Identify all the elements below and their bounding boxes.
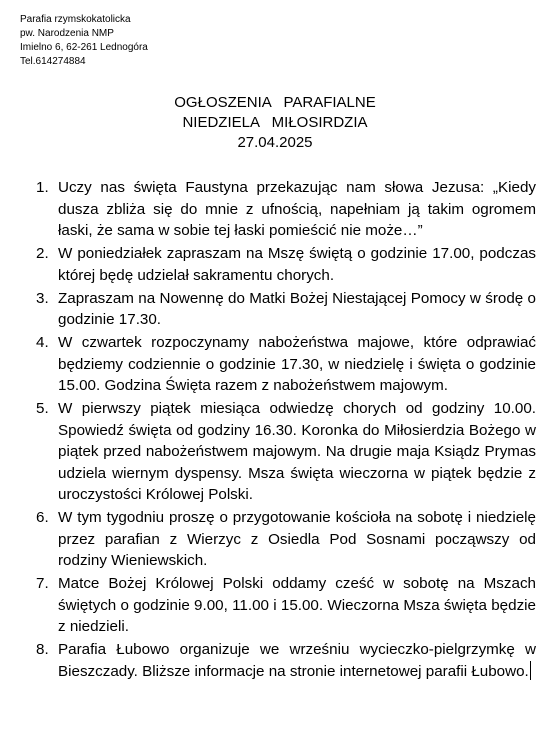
title-date: 27.04.2025 <box>237 134 313 151</box>
announcement-text: W poniedziałek zapraszam na Mszę świętą o godzinie 17.00, podczas której będę udzielał sakramentu chorych. <box>58 245 536 284</box>
announcement-number: 6. <box>36 509 49 526</box>
document-title <box>0 93 550 153</box>
announcement-item <box>36 288 536 331</box>
announcement-number: 4. <box>36 334 49 351</box>
announcement-number: 2. <box>36 245 49 262</box>
announcement-item <box>36 573 536 638</box>
announcement-number: 7. <box>36 575 49 592</box>
announcement-item <box>36 332 536 397</box>
announcement-item <box>36 177 536 242</box>
announcement-text: Zapraszam na Nowennę do Matki Bożej Niestającej Pomocy w środę o godzinie 17.30. <box>58 289 536 328</box>
announcement-number: 1. <box>36 179 49 196</box>
announcement-text: Matce Bożej Królowej Polski oddamy cześć w sobotę na Mszach świętych o godzinie 9.00, 11.00 i 15.00. Wieczorna Msza święta będzie z niedzieli. <box>58 575 536 635</box>
title-line-2: NIEDZIELA MIŁOSIRDZIA <box>182 114 368 131</box>
announcement-item <box>36 639 536 682</box>
parish-phone: Tel.614274884 <box>20 56 86 67</box>
announcement-item <box>36 243 536 286</box>
title-line-1: OGŁOSZENIA PARAFIALNE <box>174 94 376 111</box>
announcement-number: 3. <box>36 289 49 307</box>
parish-name: Parafia rzymskokatolicka <box>20 14 131 25</box>
parish-address: Imielno 6, 62-261 Lednogóra <box>20 42 148 53</box>
announcement-item <box>36 398 536 506</box>
announcement-number: 5. <box>36 400 49 417</box>
announcement-number: 8. <box>36 641 49 658</box>
text-cursor[interactable] <box>530 661 531 680</box>
announcement-item <box>36 507 536 572</box>
announcement-list <box>36 177 536 684</box>
announcement-text: Parafia Łubowo organizuje we wrześniu wycieczko-pielgrzymkę w Bieszczady. Bliższe informacje na stronie internetowej parafii Łubowo. <box>58 641 536 680</box>
announcement-text: W czwartek rozpoczynamy nabożeństwa majowe, które odprawiać będziemy codziennie o godzinie 17.30, w niedzielę i święta o godzinie 15.00. Godzina Święta razem z nabożeństwem majowym. <box>58 334 536 394</box>
parish-header <box>20 13 148 69</box>
announcement-text: Uczy nas święta Faustyna przekazując nam słowa Jezusa: „Kiedy dusza zbliża się do mnie z ufnością, napełniam ją takim ogromem łaski, że sama w sobie tej łaski pomieścić nie może…” <box>58 179 536 239</box>
parish-dedication: pw. Narodzenia NMP <box>20 28 114 39</box>
announcement-text: W pierwszy piątek miesiąca odwiedzę chorych od godziny 10.00. Spowiedź święta od godziny 16.30. Koronka do Miłosierdzia Bożego w piątek przed nabożeństwem majowym. Na drugie maja Ksiądz Prymas udziela wiernym dyspensy. Msza święta wieczorna w piątek będzie z uroczystości Królowej Polski. <box>58 400 536 503</box>
announcement-text: W tym tygodniu proszę o przygotowanie kościoła na sobotę i niedzielę przez parafian z Wierzyc z Osiedla Pod Sosnami począwszy od rodziny Wieniewskich. <box>58 509 536 569</box>
